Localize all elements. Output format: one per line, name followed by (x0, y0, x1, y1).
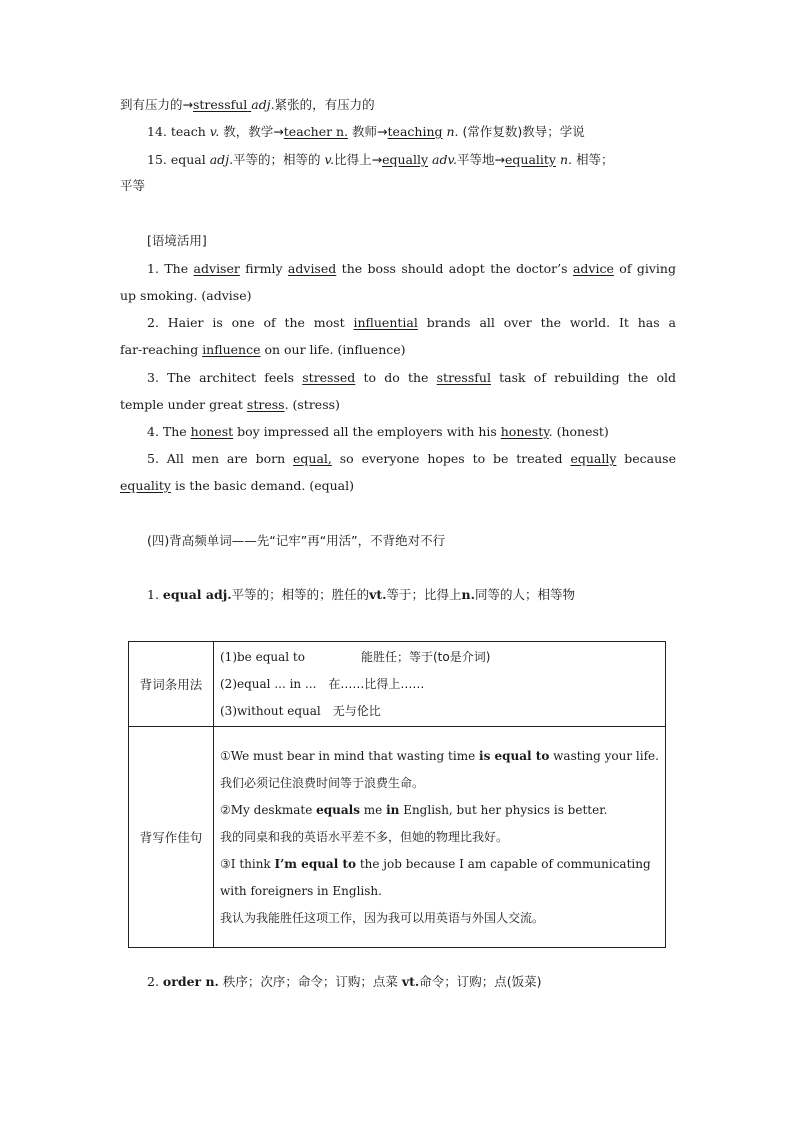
context-sentence-2: 2. Haier is one of the most influential brands all over the world. It has a (147, 315, 676, 330)
table-label-sentences: 背写作佳句 (129, 727, 214, 948)
context-sentence-2-cont: far-reaching influence on our life. (influence) (120, 342, 406, 357)
context-sentence-1-cont: up smoking. (advise) (120, 288, 252, 303)
vocab-line-teach: 14. teach v. 教，教学→teacher n. 教师→teaching n. (常作复数)教导；学说 (147, 124, 585, 139)
usage-item-2: (2)equal ... in ... 在……比得上…… (220, 676, 425, 691)
word-entry-equal: 1. equal adj.平等的；相等的；胜任的vt.等于；比得上n.同等的人；相等物 (147, 587, 575, 602)
context-sentence-3-cont: temple under great stress. (stress) (120, 397, 340, 412)
context-heading: [语境活用] (147, 233, 207, 248)
example-3: ③I think I’m equal to the job because I am capable of communicating with foreigners in English. (220, 856, 651, 898)
example-2-translation: 我的同桌和我的英语水平差不多，但她的物理比我好。 (220, 829, 509, 844)
context-sentence-3: 3. The architect feels stressed to do the stressful task of rebuilding the old (147, 370, 676, 385)
example-2: ②My deskmate equals me in English, but her physics is better. (220, 802, 608, 817)
vocab-line-equal-cont: 平等 (120, 178, 146, 193)
context-sentence-5: 5. All men are born equal, so everyone hopes to be treated equally because (147, 451, 676, 466)
usage-item-3: (3)without equal 无与伦比 (220, 703, 381, 718)
usage-table (128, 641, 666, 948)
example-3-translation: 我认为我能胜任这项工作，因为我可以用英语与外国人交流。 (220, 910, 545, 925)
vocab-line-equal: 15. equal adj.平等的；相等的 v.比得上→equally adv.平等地→equality n. 相等； (147, 152, 614, 167)
table-label-usage: 背词条用法 (129, 642, 214, 727)
context-sentence-4: 4. The honest boy impressed all the employers with his honesty. (honest) (147, 424, 609, 439)
context-sentence-5-cont: equality is the basic demand. (equal) (120, 478, 354, 493)
word-entry-order: 2. order n. 秩序；次序；命令；订购；点菜 vt.命令；订购；点(饭菜) (147, 974, 542, 989)
vocab-line-stressful: 到有压力的→stressful adj.紧张的，有压力的 (120, 97, 375, 112)
context-sentence-1: 1. The adviser firmly advised the boss should adopt the doctor’s advice of giving (147, 261, 676, 276)
example-1: ①We must bear in mind that wasting time is equal to wasting your life. (220, 748, 659, 763)
example-1-translation: 我们必须记住浪费时间等于浪费生命。 (220, 775, 425, 790)
section-title: (四)背高频单词——先“记牢”再“用活”，不背绝对不行 (147, 533, 446, 548)
table-usage-cell (214, 642, 666, 727)
usage-item-1: (1)be equal to 能胜任；等于(to是介词) (220, 649, 491, 664)
table-sentences-cell (214, 727, 666, 948)
